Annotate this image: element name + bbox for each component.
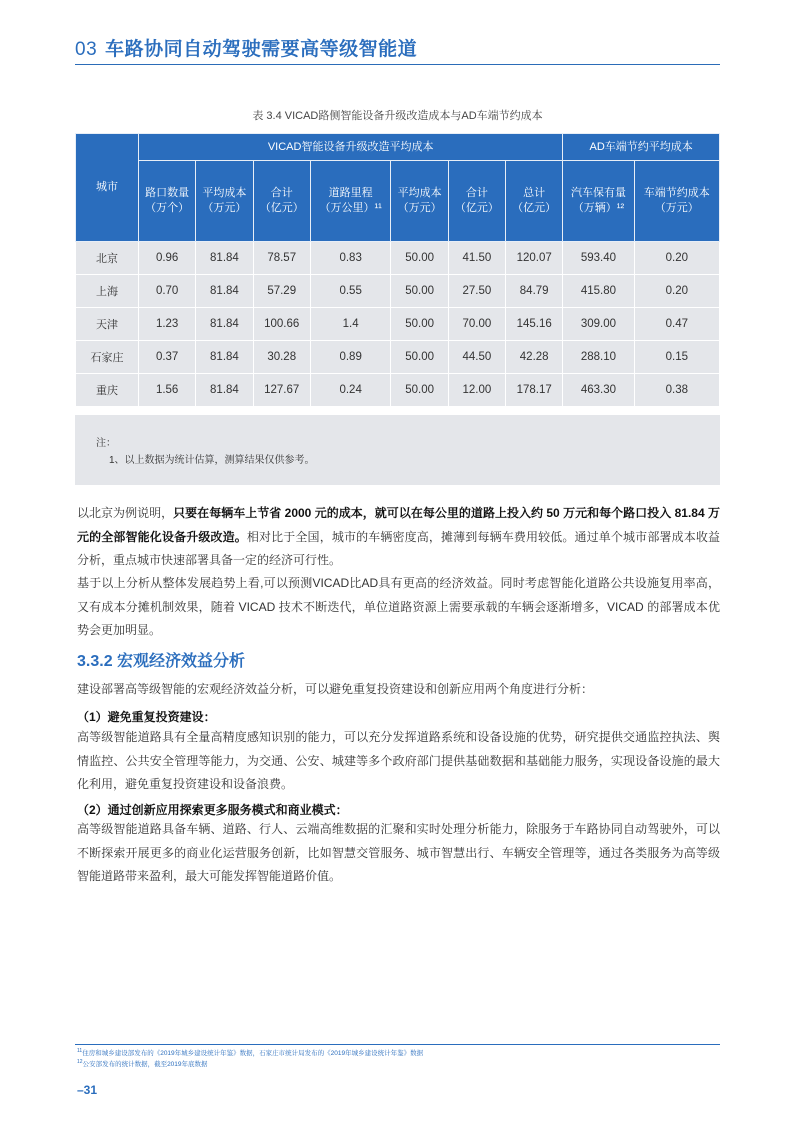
value-cell: 12.00 <box>448 374 505 407</box>
value-cell: 50.00 <box>391 308 448 341</box>
value-cell: 41.50 <box>448 242 505 275</box>
p1-bold: 只要在每辆车上节省 2000 元的成本，就可以在每公里的道路上投入约 50 万元和每个路口投入 81.84 万元的全部智能化设备升级改造。 <box>77 506 720 544</box>
value-cell: 0.83 <box>310 242 391 275</box>
col-header <box>196 161 253 242</box>
value-cell: 78.57 <box>253 242 310 275</box>
value-cell: 42.28 <box>506 341 563 374</box>
page-header <box>75 30 720 65</box>
value-cell: 100.66 <box>253 308 310 341</box>
city-cell: 北京 <box>76 242 139 275</box>
table-row <box>76 308 720 341</box>
paragraph-avoid-duplicate: 高等级智能道路具有全量高精度感知识别的能力，可以充分发挥道路系统和设备设施的优势，研究提供交通监控执法、舆情监控、公共安全管理等能力，为交通、公安、城建等多个政府部门提供基础数据和基础能力服务，实现设备设施的最大化利用，避免重复投资建设和设备浪费。 <box>77 730 720 791</box>
value-cell: 50.00 <box>391 341 448 374</box>
value-cell: 463.30 <box>563 374 634 407</box>
paragraph-intro: 建设部署高等级智能的宏观经济效益分析，可以避免重复投资建设和创新应用两个角度进行分析： <box>77 682 594 696</box>
col-header-city: 城市 <box>76 134 139 242</box>
col-header-line: 平均成本 <box>397 187 442 199</box>
page-number: –31 <box>77 1083 98 1097</box>
col-header <box>310 161 391 242</box>
note-text: 1、以上数据为统计估算，测算结果仅供参考。 <box>109 455 315 466</box>
value-cell: 50.00 <box>391 242 448 275</box>
col-header-line: （亿元） <box>454 202 499 214</box>
value-cell: 70.00 <box>448 308 505 341</box>
col-header-line: （亿元） <box>259 202 304 214</box>
value-cell: 81.84 <box>196 374 253 407</box>
col-header <box>634 161 719 242</box>
value-cell: 309.00 <box>563 308 634 341</box>
col-header <box>448 161 505 242</box>
col-header <box>391 161 448 242</box>
col-header <box>506 161 563 242</box>
value-cell: 0.15 <box>634 341 719 374</box>
footnote-12-text: 公安部发布的统计数据，截至2019年底数据 <box>82 1061 208 1069</box>
value-cell: 0.20 <box>634 275 719 308</box>
paragraph-trend: 基于以上分析从整体发展趋势上看,可以预测VICAD比AD具有更高的经济效益。同时考虑智能化道路公共设施复用率高，又有成本分摊机制效果，随着 VICAD 技术不断迭代，单位道路资源上需要承载的车辆会逐渐增多，VICAD 的部署成本优势会更加明显。 <box>77 576 720 637</box>
city-cell: 石家庄 <box>76 341 139 374</box>
cost-table <box>75 133 720 407</box>
value-cell: 57.29 <box>253 275 310 308</box>
value-cell: 30.28 <box>253 341 310 374</box>
col-header-line: （万元） <box>202 202 247 214</box>
value-cell: 84.79 <box>506 275 563 308</box>
table-note <box>75 415 720 485</box>
value-cell: 0.55 <box>310 275 391 308</box>
p1-lead: 以北京为例说明， <box>77 506 174 520</box>
col-header-line: （万公里）¹¹ <box>319 202 382 214</box>
group-header-vicad: VICAD智能设备升级改造平均成本 <box>139 134 563 161</box>
value-cell: 0.89 <box>310 341 391 374</box>
col-header <box>563 161 634 242</box>
value-cell: 50.00 <box>391 374 448 407</box>
chapter-title-text: 车路协同自动驾驶需要高等级智能道 <box>105 39 418 60</box>
table-row <box>76 275 720 308</box>
paragraph-beijing <box>77 502 720 573</box>
col-header-line: 平均成本 <box>202 187 247 199</box>
value-cell: 81.84 <box>196 242 253 275</box>
col-header-line: 汽车保有量 <box>570 187 626 199</box>
value-cell: 81.84 <box>196 275 253 308</box>
value-cell: 288.10 <box>563 341 634 374</box>
value-cell: 50.00 <box>391 275 448 308</box>
value-cell: 593.40 <box>563 242 634 275</box>
column-header-row <box>76 161 720 242</box>
subheading-1: （1）避免重复投资建设： <box>77 710 216 724</box>
footnote-11-mark: 11 <box>77 1048 83 1054</box>
value-cell: 0.38 <box>634 374 719 407</box>
footnote-divider <box>75 1044 720 1045</box>
value-cell: 0.70 <box>139 275 196 308</box>
value-cell: 415.80 <box>563 275 634 308</box>
table-row <box>76 242 720 275</box>
footnote-12-mark: 12 <box>77 1059 83 1065</box>
col-header-line: 合计 <box>465 187 488 199</box>
value-cell: 0.96 <box>139 242 196 275</box>
col-header-line: （亿元） <box>512 202 557 214</box>
group-header-ad: AD车端节约平均成本 <box>563 134 720 161</box>
paragraph-innovation: 高等级智能道路具备车辆、道路、行人、云端高维数据的汇聚和实时处理分析能力，除服务于车路协同自动驾驶外，可以不断探索开展更多的商业化运营服务创新，比如智慧交管服务、城市智慧出行、车辆安全管理等，通过各类服务为高等级智能道路带来盈利，最大可能发挥智能道路价值。 <box>77 822 720 883</box>
city-cell: 上海 <box>76 275 139 308</box>
section-title: 3.3.2 宏观经济效益分析 <box>77 653 246 670</box>
footnote-12 <box>77 1059 208 1068</box>
value-cell: 44.50 <box>448 341 505 374</box>
table-row <box>76 374 720 407</box>
col-header-line: （万元） <box>654 202 699 214</box>
value-cell: 81.84 <box>196 308 253 341</box>
table-body <box>76 242 720 407</box>
value-cell: 0.47 <box>634 308 719 341</box>
table-row <box>76 341 720 374</box>
col-header <box>139 161 196 242</box>
city-cell: 重庆 <box>76 374 139 407</box>
chapter-title <box>75 34 417 61</box>
table-caption: 表 3.4 VICAD路侧智能设备升级改造成本与AD车端节约成本 <box>252 110 543 122</box>
value-cell: 1.23 <box>139 308 196 341</box>
value-cell: 120.07 <box>506 242 563 275</box>
value-cell: 145.16 <box>506 308 563 341</box>
col-header-line: 路口数量 <box>145 187 190 199</box>
value-cell: 0.37 <box>139 341 196 374</box>
value-cell: 0.20 <box>634 242 719 275</box>
footnote-11 <box>77 1048 423 1057</box>
value-cell: 27.50 <box>448 275 505 308</box>
col-header-line: 车端节约成本 <box>643 187 710 199</box>
col-header-line: 合计 <box>270 187 293 199</box>
col-header-line: （万元） <box>397 202 442 214</box>
col-header-line: （万个） <box>145 202 190 214</box>
value-cell: 1.56 <box>139 374 196 407</box>
col-header-line: （万辆）¹² <box>572 202 625 214</box>
col-header-line: 总计 <box>523 187 546 199</box>
note-label: 注： <box>96 438 116 449</box>
value-cell: 0.24 <box>310 374 391 407</box>
value-cell: 81.84 <box>196 341 253 374</box>
col-header <box>253 161 310 242</box>
value-cell: 127.67 <box>253 374 310 407</box>
value-cell: 1.4 <box>310 308 391 341</box>
p1-rest: 相对比于全国，城市的车辆密度高，摊薄到每辆车费用较低。通过单个城市部署成本收益分析，重点城市快速部署具备一定的经济可行性。 <box>77 529 720 567</box>
col-header-line: 道路里程 <box>328 187 373 199</box>
subheading-2: （2）通过创新应用探索更多服务模式和商业模式： <box>77 803 348 817</box>
chapter-number: 03 <box>75 39 98 60</box>
city-cell: 天津 <box>76 308 139 341</box>
footnote-11-text: 住房和城乡建设部发布的《2019年城乡建设统计年鉴》数据，石家庄市统计局发布的《2019年城乡建设统计年鉴》数据 <box>82 1050 424 1058</box>
value-cell: 178.17 <box>506 374 563 407</box>
